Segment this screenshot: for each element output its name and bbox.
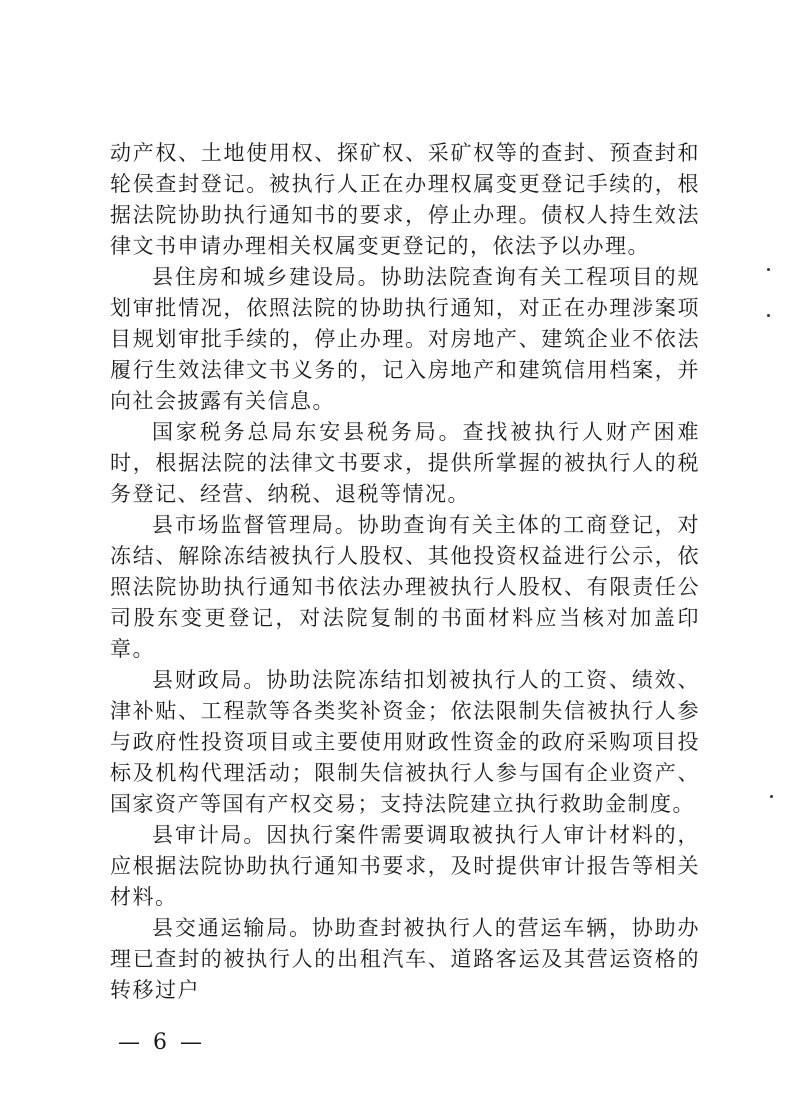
department-name: 国家税务总局东安县税务局。 — [152, 420, 463, 444]
department-name: 县市场监督管理局。 — [152, 513, 358, 537]
paragraph-text: 协助法院查询有关工程项目的规划审批情况，依照法院的协助执行通知，对正在办理涉案项目规划审批手续的，停止办理。对房地产、建筑企业不依法履行生效法律文书义务的，记入房地产和建筑信用档案，并向社会披露有关信息。 — [110, 265, 701, 413]
paragraph-finance-bureau — [110, 665, 700, 820]
paragraph-text: 协助查封被执行人的营运车辆，协助办理已查封的被执行人的出租汽车、道路客运及其营运资格的转移过户 — [110, 916, 701, 1002]
paragraph-continuation — [110, 138, 700, 262]
department-name: 县住房和城乡建设局。 — [152, 265, 381, 289]
paragraph-audit-bureau — [110, 820, 700, 913]
paragraph-tax-bureau — [110, 417, 700, 510]
paragraph-text: 协助查询有关主体的工商登记，对冻结、解除冻结被执行人股权、其他投资权益进行公示，依照法院协助执行通知书依法办理被执行人股权、有限责任公司股东变更登记，对法院复制的书面材料应当核对加盖印章。 — [110, 513, 701, 661]
paragraph-transport-bureau — [110, 913, 700, 1006]
scan-speck — [770, 795, 773, 798]
scan-speck — [767, 314, 770, 317]
paragraph-housing-bureau — [110, 262, 700, 417]
paragraph-text: 协助法院冻结扣划被执行人的工资、绩效、津补贴、工程款等各类奖补资金；依法限制失信被执行人参与政府性投资项目或主要使用财政性资金的政府采购项目投标及机构代理活动；限制失信被执行人参与国有企业资产、国家资产等国有产权交易；支持法院建立执行救助金制度。 — [110, 668, 701, 816]
department-name: 县审计局。 — [152, 823, 267, 847]
paragraph-text: 动产权、土地使用权、探矿权、采矿权等的查封、预查封和轮侯查封登记。被执行人正在办理权属变更登记手续的，根据法院协助执行通知书的要求，停止办理。债权人持生效法律文书申请办理相关权属变更登记的，依法予以办理。 — [110, 141, 700, 258]
paragraph-market-bureau — [110, 510, 700, 665]
document-body — [110, 138, 700, 1006]
department-name: 县交通运输局。 — [152, 916, 312, 940]
department-name: 县财政局。 — [152, 668, 267, 692]
paragraph-text: 因执行案件需要调取被执行人审计材料的，应根据法院协助执行通知书要求，及时提供审计报告等相关材料。 — [110, 823, 701, 909]
scan-speck — [767, 268, 770, 271]
page-number: — 6 — — [118, 1030, 205, 1055]
paragraph-text: 查找被执行人财产困难时，根据法院的法律文书要求，提供所掌握的被执行人的税务登记、经营、纳税、退税等情况。 — [110, 420, 701, 506]
